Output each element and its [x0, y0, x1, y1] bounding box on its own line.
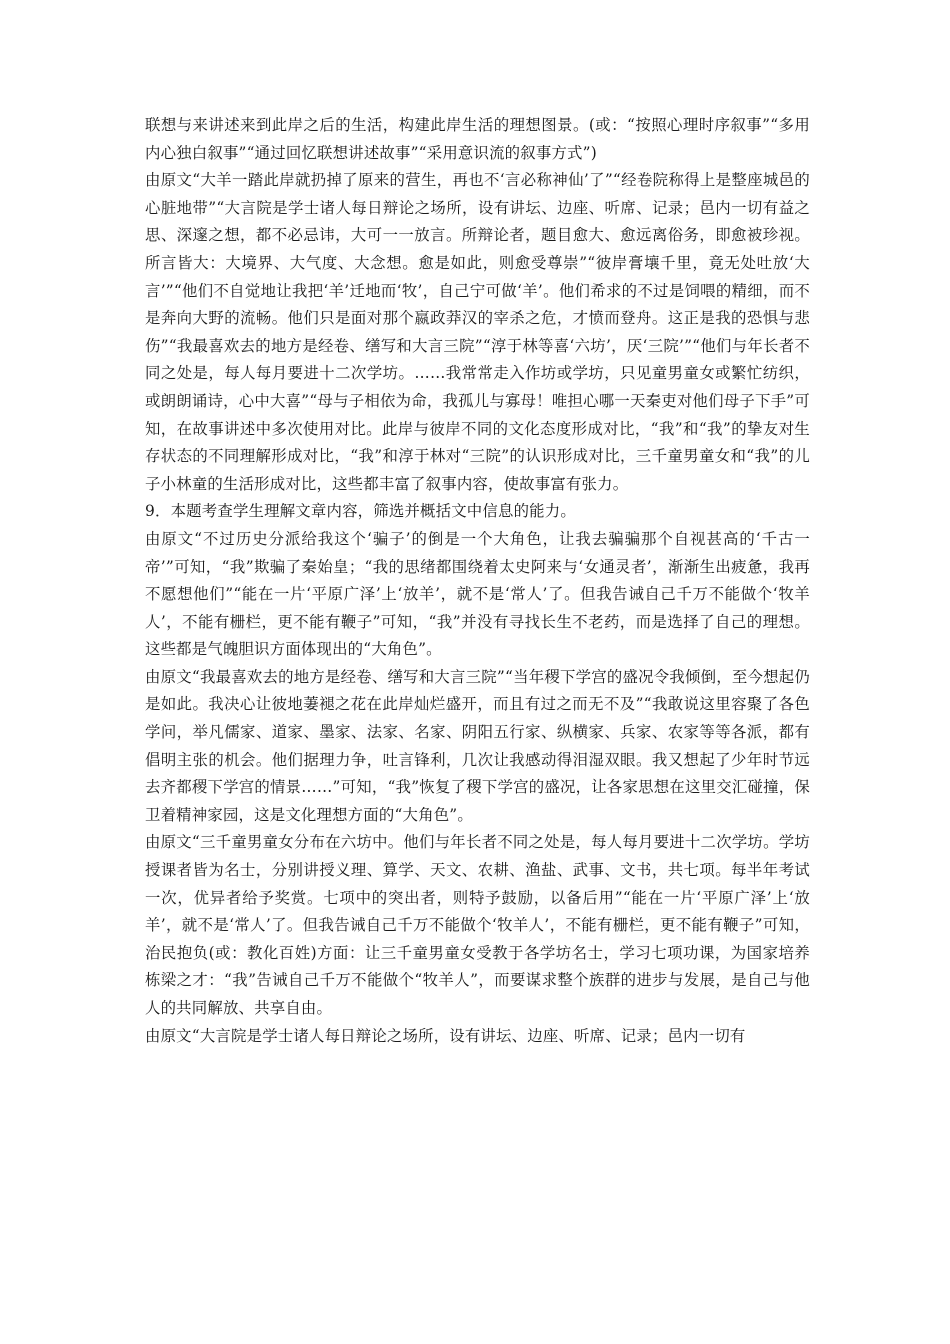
- paragraph-culture-role: 由原文“我最喜欢去的地方是经卷、缮写和大言三院”“当年稷下学宫的盛况令我倾倒，至今想起仍是如此。我决心让彼地萋褪之花在此岸灿烂盛开，而且有过之而无不及”“我敢说这里容聚了各色学问，举凡儒家、道家、墨家、法家、名家、阴阳五行家、纵横家、兵家、农家等等各派，都有倡明主张的机会。他们据理力争，吐言锋利，几次让我感动得泪湿双眼。我又想起了少年时节远去齐都稷下学宫的情景……”可知，“我”恢复了稷下学宫的盛况，让各家思想在这里交汇碰撞，保卫着精神家园，这是文化理想方面的“大角色”。: [145, 667, 810, 824]
- paragraph-question-9: 9．本题考查学生理解文章内容，筛选并概括文中信息的能力。: [145, 502, 576, 521]
- paragraph-dayan-yuan: 由原文“大言院是学士诸人每日辩论之场所，设有讲坛、边座、听席、记录；邑内一切有: [145, 1026, 746, 1045]
- paragraph-contrast-analysis: 由原文“大羊一踏此岸就扔掉了原来的营生，再也不‘言必称神仙’了”“经卷院称得上是整座城邑的心脏地带”“大言院是学士诸人每日辩论之场所，设有讲坛、边座、听席、记录；邑内一切有益之思、深邃之想，都不必忌讳，大可一一放言。所辩论者，题目愈大、愈远离俗务，即愈被珍视。所言皆大：大境界、大气度、大念想。愈是如此，则愈受尊崇”“彼岸膏壤千里，竟无处吐放‘大言’”“他们不自觉地让我把‘羊’迁地而‘牧’，自己宁可做‘羊’。他们希求的不过是饲喂的精细，而不是奔向大野的流畅。他们只是面对那个嬴政莽汉的宰杀之危，才愤而登舟。这正是我的恐惧与悲伤”“我最喜欢去的地方是经卷、缮写和大言三院”“淳于林等喜‘六坊’，厌‘三院’”“他们与年长者不同之处是，每人每月要进十二次学坊。……我常常走入作坊或学坊，只见童男童女或繁忙纺织，或朗朗诵诗，心中大喜”“母与子相依为命，我孤儿与寡母！唯担心哪一天秦吏对他们母子下手”可知，在故事讲述中多次使用对比。此岸与彼岸不同的文化态度形成对比，“我”和“我”的挚友对生存状态的不同理解形成对比，“我”和淳于林对“三院”的认识形成对比，三千童男童女和“我”的儿子小林童的生活形成对比，这些都丰富了叙事内容，使故事富有张力。: [145, 171, 810, 493]
- document-body: [145, 112, 810, 1050]
- paragraph-narrative-method: 联想与来讲述来到此岸之后的生活，构建此岸生活的理想图景。(或：“按照心理时序叙事”“多用内心独白叙事”“通过回忆联想讲述故事”“采用意识流的叙事方式”): [145, 116, 810, 162]
- paragraph-governance-role: 由原文“三千童男童女分布在六坊中。他们与年长者不同之处是，每人每月要进十二次学坊。学坊授课者皆为名士，分别讲授义理、算学、天文、农耕、渔盐、武事、文书，共七项。每半年考试一次，优异者给予奖赏。七项中的突出者，则特予鼓励，以备后用”“能在一片‘平原广泽’上‘放羊’，就不是‘常人’了。但我告诫自己千万不能做个‘牧羊人’，不能有栅栏，更不能有鞭子”可知，治民抱负(或：教化百姓)方面：让三千童男童女受教于各学坊名士，学习七项功课，为国家培养栋梁之才：“我”告诫自己千万不能做个“牧羊人”，而要谋求整个族群的进步与发展，是自己与他人的共同解放、共享自由。: [145, 833, 810, 1017]
- paragraph-courage-role: 由原文“不过历史分派给我这个‘骗子’的倒是一个大角色，让我去骗骗那个自视甚高的‘千古一帝’”可知，“我”欺骗了秦始皇；“我的思绪都围绕着太史阿来与‘女通灵者’，渐渐生出疲惫，我再不愿想他们”“能在一片‘平原广泽’上‘放羊’，就不是‘常人’了。但我告诫自己千万不能做个‘牧羊人’，不能有栅栏，更不能有鞭子”可知，“我”并没有寻找长生不老药，而是选择了自己的理想。这些都是气魄胆识方面体现出的“大角色”。: [145, 529, 810, 659]
